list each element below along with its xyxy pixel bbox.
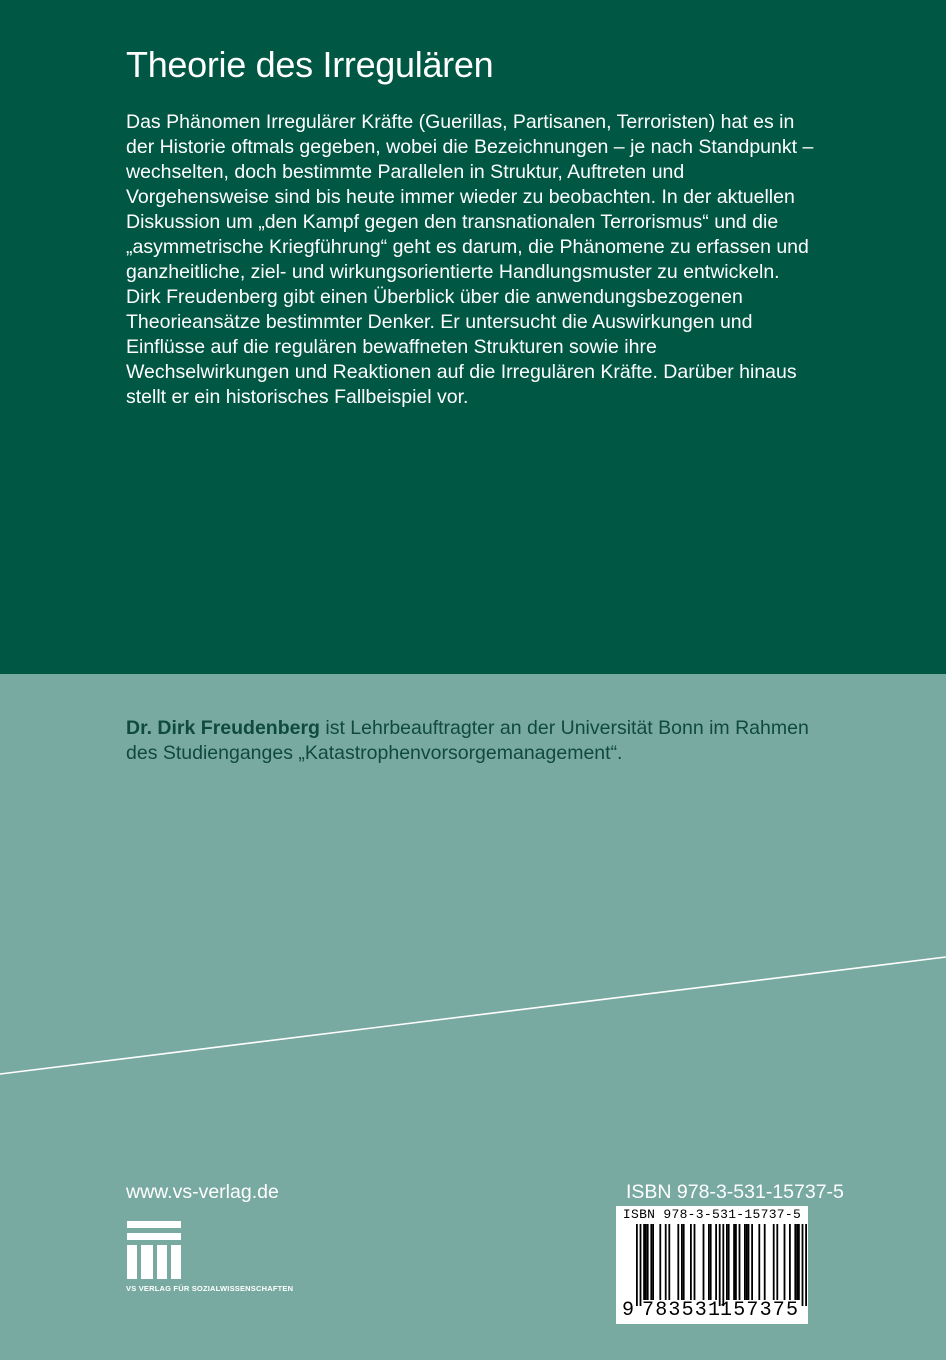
barcode-bar <box>665 1224 667 1300</box>
blurb-paragraph-2: Dirk Freudenberg gibt einen Überblick über die anwendungsbezogenen Theorieansätze bestimmter Denker. Er untersucht die Auswirkungen und Einflüsse auf die regulären bewaffneten Strukturen sowie ihre Wechselwirkungen und Reaktionen auf die Irregulären Kräfte. Darüber hinaus stellt er ein historisches Fallbeispiel vor. <box>126 286 797 408</box>
barcode-bar <box>710 1224 712 1300</box>
barcode-bar <box>733 1224 735 1300</box>
barcode-bar <box>650 1224 652 1300</box>
barcode-bar <box>715 1224 717 1300</box>
blurb-paragraph-1: Das Phänomen Irregulärer Kräfte (Guerillas, Partisanen, Terroristen) hat es in der Historie oftmals gegeben, wobei die Bezeichnungen – je nach Standpunkt – wechselten, doch bestimmte Parallelen in Struktur, Auftreten und Vorgehensweise sind bis heute immer wieder zu beobachten. In der aktuellen Diskussion um „den Kampf gegen den transnationalen Terrorismus“ und die „asymmetrische Kriegführung“ geht es darum, die Phänomene zu erfassen und ganzheitliche, ziel- und wirkungsorientierte Handlungsmuster zu entwickeln. <box>126 111 814 283</box>
ean13-barcode <box>616 1222 808 1306</box>
barcode-bar <box>751 1224 753 1300</box>
barcode-bar <box>645 1224 647 1300</box>
barcode-digits-group-2: 157375 <box>720 1299 800 1322</box>
barcode-bar <box>739 1224 741 1300</box>
barcode-digits-group-1: 783531 <box>642 1299 722 1322</box>
diagonal-line <box>0 950 946 1080</box>
publisher-logo-text: VS VERLAG FÜR SOZIALWISSENSCHAFTEN <box>126 1284 294 1293</box>
barcode-bar <box>694 1224 696 1300</box>
barcode-bar <box>746 1224 748 1300</box>
barcode-bar <box>640 1224 642 1306</box>
barcode-bar <box>643 1224 645 1300</box>
barcode-bar <box>798 1224 800 1300</box>
barcode-bar <box>735 1224 737 1300</box>
barcode-bar <box>776 1224 778 1300</box>
author-bio <box>126 716 816 766</box>
barcode-bar <box>683 1224 685 1300</box>
barcode-bar <box>647 1224 649 1300</box>
barcode-bar <box>726 1224 728 1300</box>
barcode-bar <box>636 1224 638 1306</box>
barcode-bar <box>728 1224 730 1300</box>
barcode-bar <box>652 1224 654 1300</box>
barcode-bar <box>773 1224 775 1300</box>
barcode-bar <box>744 1224 746 1300</box>
author-bio-text: ist Lehrbeauftragter an der Universität Bonn im Rahmen des Studienganges „Katastrophenvorsorgemanagement“. <box>126 717 809 764</box>
vs-verlag-logo-icon <box>127 1221 181 1279</box>
barcode-bar <box>708 1224 710 1300</box>
barcode-bar <box>796 1224 798 1300</box>
barcode-bar <box>668 1224 670 1300</box>
barcode-bar <box>677 1224 679 1300</box>
publisher-url[interactable]: www.vs-verlag.de <box>126 1181 279 1203</box>
barcode-bar <box>758 1224 760 1300</box>
barcode-bar <box>690 1224 692 1300</box>
blurb <box>126 110 816 410</box>
isbn-label: ISBN 978-3-531-15737-5 <box>626 1181 844 1203</box>
barcode-bar <box>789 1224 791 1300</box>
barcode-bar <box>659 1224 661 1300</box>
barcode-bar <box>764 1224 766 1300</box>
barcode-bar <box>805 1224 807 1306</box>
barcode-bar <box>794 1224 796 1300</box>
barcode <box>616 1206 808 1324</box>
barcode-bar <box>703 1224 705 1300</box>
barcode-isbn-caption: ISBN 978-3-531-15737-5 <box>622 1207 802 1222</box>
barcode-bar <box>802 1224 804 1306</box>
barcode-bar <box>748 1224 750 1300</box>
barcode-bar <box>722 1224 724 1306</box>
book-title: Theorie des Irregulären <box>126 44 494 85</box>
barcode-bar <box>681 1224 683 1300</box>
author-name: Dr. Dirk Freudenberg <box>126 717 320 739</box>
barcode-bar <box>719 1224 721 1306</box>
barcode-bar <box>784 1224 786 1300</box>
barcode-digit-first: 9 <box>622 1299 635 1322</box>
